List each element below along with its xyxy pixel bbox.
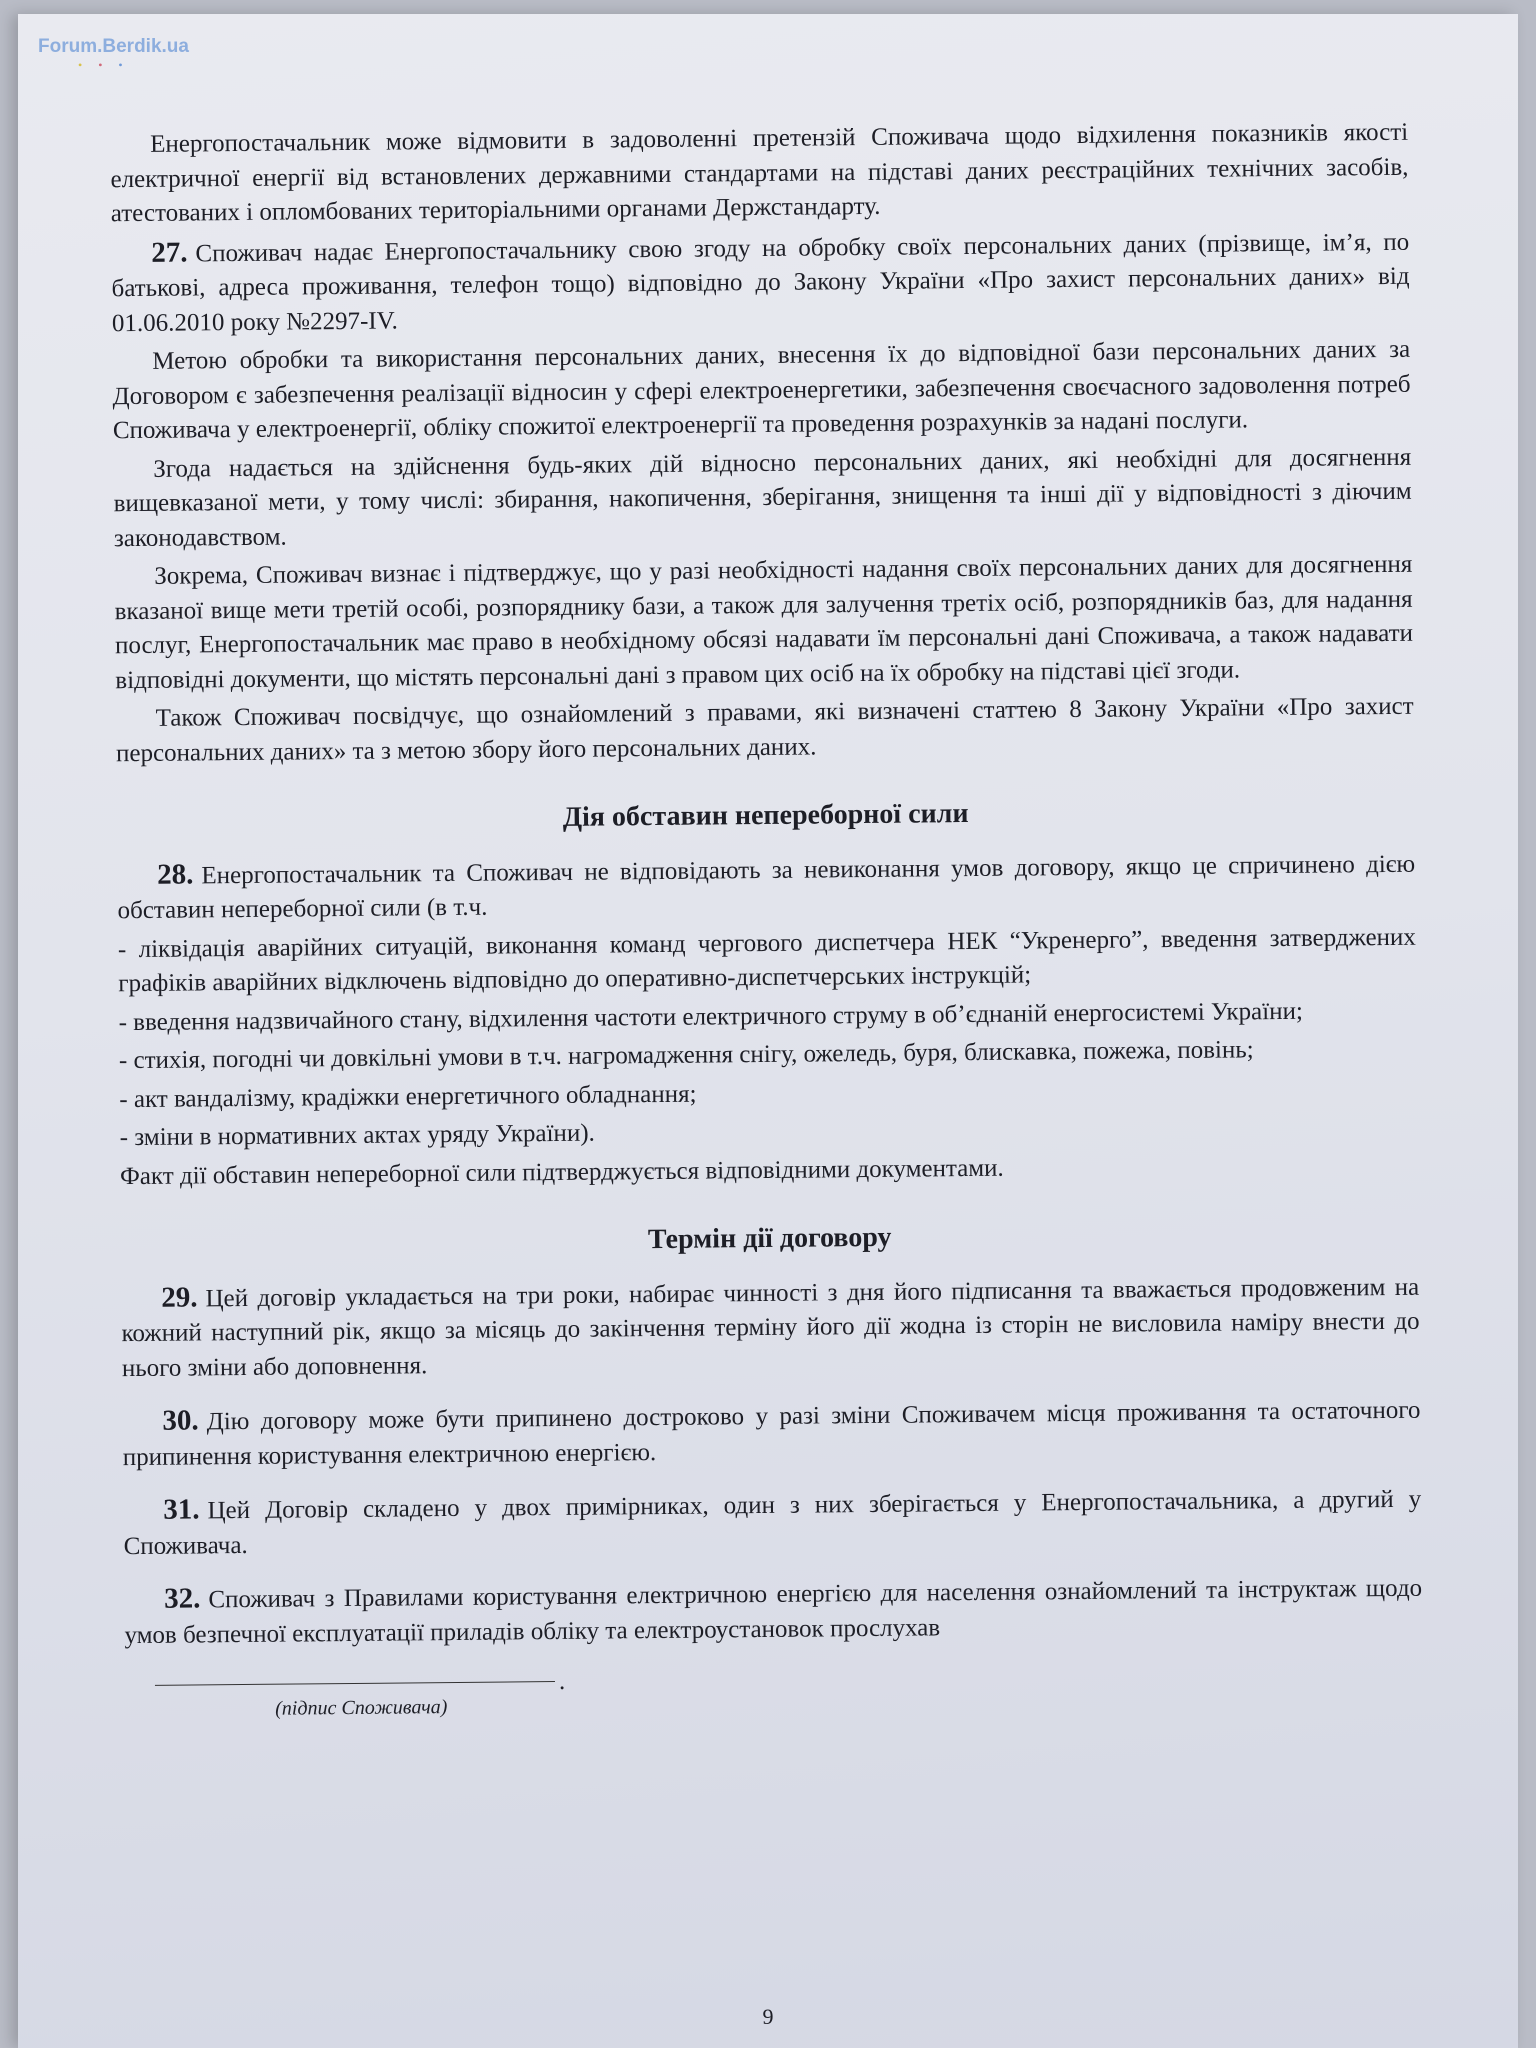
clause-28 <box>117 845 1416 928</box>
document-body <box>110 116 1423 1735</box>
watermark-logo: Forum.Berdik.ua <box>38 36 189 57</box>
clause-text: Енергопостачальник та Споживач не відповідають за невиконання умов договору, якщо це спричинено дією обставин непереборної сили (в т.ч. <box>117 850 1416 925</box>
list-item: - зміни в нормативних актах уряду України). <box>119 1119 595 1152</box>
list-item: - введення надзвичайного стану, відхилення частоти електричного струму в об’єднаній енергосистемі України; <box>118 997 1303 1036</box>
clause-number: 30. <box>162 1404 199 1437</box>
list-item: - стихія, погодні чи довкільні умови в т.ч. нагромадження снігу, ожеледь, буря, блискавка, пожежа, повінь; <box>118 1036 1254 1075</box>
clause-32 <box>124 1570 1423 1653</box>
clause-text: Цей договір укладається на три роки, набирає чинності з дня його підписання та вважається продовженим на кожний наступний рік, якщо за місяць до закінчення терміну його дії жодна із сторін не висловила наміру внести до нього зміни або доповнення. <box>121 1273 1420 1382</box>
section-heading: Термін дії договору <box>647 1221 892 1256</box>
list-item: - акт вандалізму, крадіжки енергетичного обладнання; <box>119 1080 697 1113</box>
list-item: - ліквідація аварійних ситуацій, виконання команд чергового диспетчера НЕК “Укренерго”, введення затверджених графіків аварійних відключень відповідно до оперативно-диспетчерських інструкцій; <box>117 923 1416 998</box>
clause-30 <box>122 1392 1421 1475</box>
clause-29 <box>121 1268 1420 1386</box>
clause-number: 32. <box>163 1582 201 1615</box>
clause-number: 29. <box>161 1280 198 1314</box>
clause-number: 27. <box>151 235 188 269</box>
clause-text: Споживач надає Енергопостачальнику свою згоду на обробку своїх персональних даних (прізвище, ім’я, по батькові, адреса проживання, телефон тощо) відповідно до Закону України «Про захист персональних даних» від 01.06.2010 року №2297-IV. <box>111 228 1410 337</box>
clause-27-paragraph: Згода надається на здійснення будь-яких дій відносно персональних даних, які необхідні для досягнення вищевказаної мети, у тому числі: збирання, накопичення, зберігання, знищення та інші дії у відповідності з діючим законодавством. <box>113 443 1412 552</box>
signature-block <box>125 1653 1424 1735</box>
clause-28-closing: Факт дії обставин непереборної сили підтверджується відповідними документами. <box>119 1154 1004 1190</box>
section-heading: Дія обставин непереборної сили <box>562 798 969 833</box>
clause-number: 28. <box>157 857 194 891</box>
page-number: 9 <box>762 2004 774 2029</box>
document-page <box>18 14 1518 2048</box>
signature-line <box>155 1681 555 1686</box>
clause-31 <box>123 1481 1422 1564</box>
signature-line-end: . <box>558 1667 566 1695</box>
clause-27-paragraph: Зокрема, Споживач визнає і підтверджує, що у разі необхідності надання своїх персональних даних для досягнення вказаної вище мети третій особі, розпоряднику бази, а також для залучення третіх осіб, розпорядників баз, для надання послуг, Енергопостачальник має право в необхідному обсязі надавати їм персональні дані Споживача, а також надавати відповідні документи, що містять персональні дані з правом цих осіб на їх обробку на підставі цієї згоди. <box>114 550 1414 694</box>
clause-27 <box>111 223 1410 341</box>
clause-27-paragraph: Метою обробки та використання персональних даних, внесення їх до відповідної бази персональних даних за Договором є забезпечення реалізації відносин у сфері електроенергетики, забезпечення своєчасного задоволення потреб Споживача у електроенергії, обліку спожитої електроенергії та проведення розрахунків за надані послуги. <box>112 335 1411 445</box>
clause-number: 31. <box>163 1493 200 1526</box>
clause-text: Цей Договір складено у двох примірниках, один з них зберігається у Енергопостачальника, а другий у Споживача. <box>123 1485 1422 1560</box>
watermark-dots: ••• <box>78 58 139 72</box>
intro-paragraph: Енергопостачальник може відмовити в задоволенні претензій Споживача щодо відхилення показників якості електричної енергії від встановлених державними стандартами на підставі даних реєстраційних технічних засобів, атестованих і опломбованих територіальними органами Держстандарту. <box>110 118 1409 228</box>
clause-text: Дію договору може бути припинено достроково у разі зміни Споживачем місця проживання та остаточного припинення користування електричною енергією. <box>122 1396 1421 1471</box>
clause-27-paragraph: Також Споживач посвідчує, що ознайомлений з правами, які визначені статтею 8 Закону України «Про захист персональних даних» та з метою збору його персональних даних. <box>115 692 1414 767</box>
signature-caption: (підпис Споживача) <box>275 1696 448 1720</box>
clause-text: Споживач з Правилами користування електричною енергією для населення ознайомлений та інструктаж щодо умов безпечної експлуатації приладів обліку та електроустановок прослухав <box>124 1574 1423 1649</box>
